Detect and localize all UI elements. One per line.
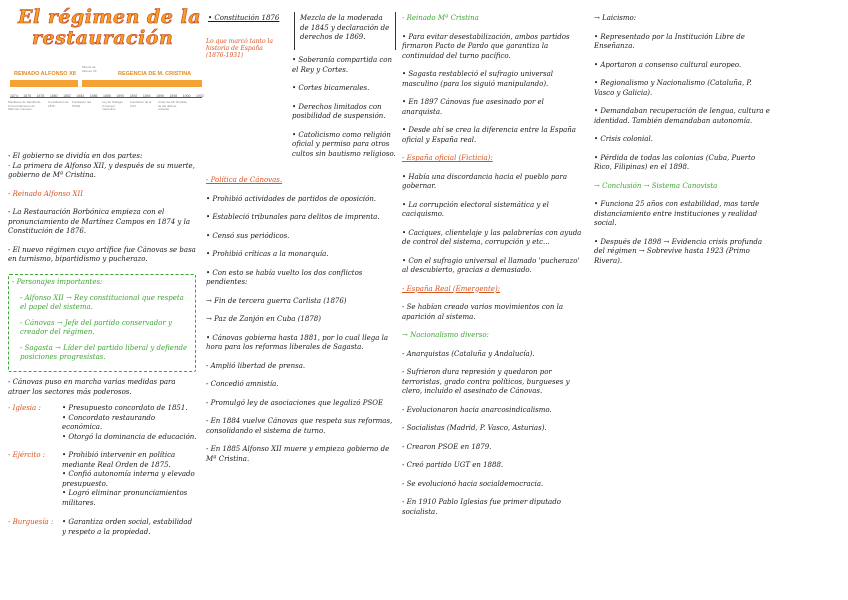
personaje-alfonso: - Alfonso XII → Rey constitucional que respeta el papel del sistema.	[20, 293, 184, 311]
paragraph: • Prohibió actividades de partidos de oposición.	[206, 194, 377, 203]
paragraph: • Censó sus periódicos.	[206, 231, 290, 240]
paragraph: → Paz de Zanjón en Cuba (1878)	[206, 315, 321, 323]
paragraph: - Anarquistas (Cataluña y Andalucía).	[402, 349, 535, 358]
paragraph: → Fin de tercera guerra Carlista (1876)	[206, 296, 347, 305]
paragraph: - Crearon PSOE en 1879.	[402, 442, 492, 451]
heading-reinado-alfonso: - Reinado Alfonso XII	[8, 189, 83, 198]
heading-conclusion: → Conclusión → Sistema Canovista	[594, 181, 718, 190]
timeline-year: 1900	[182, 94, 191, 98]
label-iglesia: - Iglesia :	[8, 404, 41, 412]
paragraph: • Con esto se había vuelto los dos conflictos pendientes:	[206, 268, 363, 286]
personaje-sagasta: - Sagasta → Líder del partido liberal y defiende posiciones progresistas.	[20, 343, 188, 361]
timeline-year: 1876	[23, 94, 32, 98]
iglesia-text: • Presupuesto concordato de 1851. • Concordato restaurando económica. • Otorgó la dominancia de educación.	[62, 404, 197, 441]
timeline-note: Ley de Sufragio Universal masculino	[102, 100, 124, 112]
paragraph: • Crisis colonial.	[594, 135, 653, 143]
timeline-year: 1894	[142, 94, 151, 98]
column-1-lower	[8, 378, 198, 406]
constitucion-note: Lo que marcó tanto la historia de España (1876-1931)	[206, 38, 273, 59]
timeline-year: 1884	[76, 94, 85, 98]
timeline-year: 1888	[103, 94, 111, 98]
paragraph: • Demandaban recuperación de lengua, cultura e identidad. También demandaban autonomía.	[594, 107, 770, 125]
timeline-label-regencia: REGENCIA DE M. CRISTINA	[118, 71, 192, 77]
paragraph: • Cánovas gobierna hasta 1881, por lo cual llega la hora para los reformas liberales de Sagasta.	[206, 333, 389, 351]
paragraph: → Nacionalismo diverso:	[402, 331, 489, 339]
timeline-note: Manifiesto de Sandhurst. Pronunciamiento de Martínez Campos	[8, 100, 42, 112]
timeline-year: 1886	[89, 94, 98, 98]
bullet: • Catolicismo como religión oficial y permiso para otros cultos sin bautismo religioso.	[292, 130, 396, 158]
paragraph: • En 1897 Cánovas fue asesinado por el anarquista.	[402, 98, 544, 116]
paragraph: - Cánovas puso en marcha varias medidas para atraer los sectores más poderosos.	[8, 378, 176, 396]
heading-politica-canovas: - Política de Cánovas.	[206, 176, 283, 184]
document-title	[18, 8, 201, 48]
paragraph: • Representado por la Institución Libre de Enseñanza.	[594, 32, 745, 50]
paragraph: - El nuevo régimen cuyo artífice fue Cánovas se basa en turnismo, bipartidismo y pucherazo.	[8, 245, 196, 263]
heading-reinado-cristina: - Reinado Mª Cristina	[402, 14, 479, 22]
paragraph: - Promulgó ley de asociaciones que legalizó PSOE	[206, 398, 384, 407]
timeline-label-alfonso: REINADO ALFONSO XII	[14, 71, 76, 77]
bullet: • Cortes bicamerales.	[292, 84, 370, 92]
paragraph: - Socialistas (Madrid, P. Vasco, Asturias).	[402, 424, 547, 432]
timeline-mid-label: Muerte de Alfonso XII	[82, 65, 97, 73]
constitucion-box-text: Mezcla de la moderada de 1845 y declaración de derechos de 1869.	[300, 14, 390, 41]
paragraph: • Después de 1898 → Evidencia crisis profunda del régimen → Sobrevive hasta 1923 (Primo Rivera).	[594, 237, 763, 265]
title-line-1: El régimen de la	[18, 6, 202, 28]
paragraph: • Aportaron a consenso cultural europeo.	[594, 60, 742, 69]
personaje-canovas: - Cánovas → Jefe del partido conservador y creador del régimen.	[20, 318, 172, 336]
paragraph: • Con el sufragio universal el llamado 'pucherazo' al descubierto, gracias a demasiado.	[402, 256, 580, 274]
label-burguesia: - Burguesía :	[8, 518, 54, 526]
intro-text: - El gobierno se dividía en dos partes: · La primera de Alfonso XII, y después de su muerte, gobierno de Mª Cristina.	[8, 152, 195, 179]
title-line-2: restauración	[32, 27, 174, 49]
paragraph: • Estableció tribunales para delitos de imprenta.	[206, 213, 380, 221]
timeline-year: 1874	[10, 94, 18, 98]
timeline-year: 1890	[116, 94, 125, 98]
timeline-year: 1880	[49, 94, 58, 98]
paragraph: • La corrupción electoral sistemática y el caciquismo.	[402, 200, 549, 218]
column-3	[402, 14, 584, 526]
paragraph: - Evolucionaron hacia anarcosindicalismo.	[402, 405, 552, 414]
heading-laicismo: → Laicismo:	[594, 14, 637, 22]
paragraph: • Prohibió críticas a la monarquía.	[206, 250, 329, 258]
timeline-year: 1896	[156, 94, 164, 98]
paragraph: • Funciona 25 años con estabilidad, mas tarde distanciamiento entre instituciones y realidad social.	[594, 200, 760, 227]
paragraph: - En 1910 Pablo Iglesias fue primer diputado socialista.	[402, 498, 561, 516]
paragraph: - En 1884 vuelve Cánovas que respeta sus reformas, consolidando el sistema de turno.	[206, 417, 393, 435]
constitucion-label: • Constitución 1876	[208, 14, 280, 22]
column-2	[206, 176, 396, 473]
timeline-note: Fundación del PSOE	[72, 100, 91, 108]
paragraph: • Regionalismo y Nacionalismo (Cataluña, P. Vasco y Galicia).	[594, 79, 752, 97]
paragraph: - Se habían creado varios movimientos con la aparición al sistema.	[402, 303, 564, 321]
timeline-note: Constitución de 1876	[48, 100, 69, 108]
constitucion-bullets	[292, 56, 396, 168]
heading-espana-real: - España Real (Emergente):	[402, 284, 501, 293]
timeline-note: Crisis del 98. Pérdida de las últimas colonias	[158, 100, 187, 112]
timeline-year: 1898	[169, 94, 178, 98]
heading-espana-oficial: - España oficial (Ficticia):	[402, 154, 493, 162]
constitucion-title	[208, 14, 288, 24]
bullet: • Soberanía compartida con el Rey y Cortes.	[292, 56, 392, 74]
timeline-band-regencia	[82, 80, 202, 87]
timeline-year: 1882	[63, 94, 71, 98]
column-4	[594, 14, 774, 275]
paragraph: - La Restauración Borbónica empieza con el pronunciamiento de Martínez Campos en 1874 y la Constitución de 1876.	[8, 208, 191, 235]
paragraph: - Concedió amnistía.	[206, 380, 279, 388]
paragraph: - Sufrieron dura represión y quedaron por terroristas, grado contra políticos, burgueses y clero, incluido el asesinato de Cánovas.	[402, 368, 570, 395]
paragraph: • Había una discordancia hacia el pueblo para gobernar.	[402, 172, 567, 190]
timeline-year: 1878	[36, 94, 45, 98]
paragraph: - Amplió libertad de prensa.	[206, 361, 306, 370]
bullet: • Derechos limitados con posibilidad de suspensión.	[292, 102, 386, 120]
paragraph: • Desde ahí se crea la diferencia entre la España oficial y España real.	[402, 126, 576, 144]
burguesia-text: • Garantiza orden social, estabilidad y respeto a la propiedad.	[62, 518, 193, 536]
column-1	[8, 152, 198, 274]
paragraph: • Para evitar desestabilización, ambos partidos firmaron Pacto de Pardo que garantiza la continuidad del turno pacífico.	[402, 32, 570, 60]
paragraph: - En 1885 Alfonso XII muere y empieza gobierno de Mª Cristina.	[206, 445, 390, 463]
heading-personajes: - Personajes importantes:	[12, 278, 103, 286]
label-ejercito: - Ejército :	[8, 451, 46, 459]
personajes-list	[12, 278, 192, 369]
timeline-note: Fundación de la UGT	[130, 100, 152, 108]
paragraph: • Sagasta restableció el sufragio universal masculino (para los siguió manipulando).	[402, 70, 553, 88]
timeline-year: 1892	[129, 94, 138, 98]
paragraph: - Creó partido UGT en 1888.	[402, 461, 504, 469]
paragraph: • Caciques, clientelaje y las palabrerías con ayuda de control del sistema, corrupción y etc...	[402, 228, 582, 246]
ejercito-text: • Prohibió intervenir en política mediante Real Orden de 1875. • Confió autonomía interna y elevado presupuesto. • Logró eliminar pronunciamientos militares.	[62, 451, 195, 507]
timeline-year: 1902	[196, 94, 204, 98]
paragraph: • Pérdida de todas las colonias (Cuba, Puerto Rico, Filipinas) en el 1898.	[594, 153, 756, 171]
paragraph: - Se evolucionó hacia socialdemocracia.	[402, 479, 544, 488]
timeline-band-alfonso	[10, 80, 78, 87]
